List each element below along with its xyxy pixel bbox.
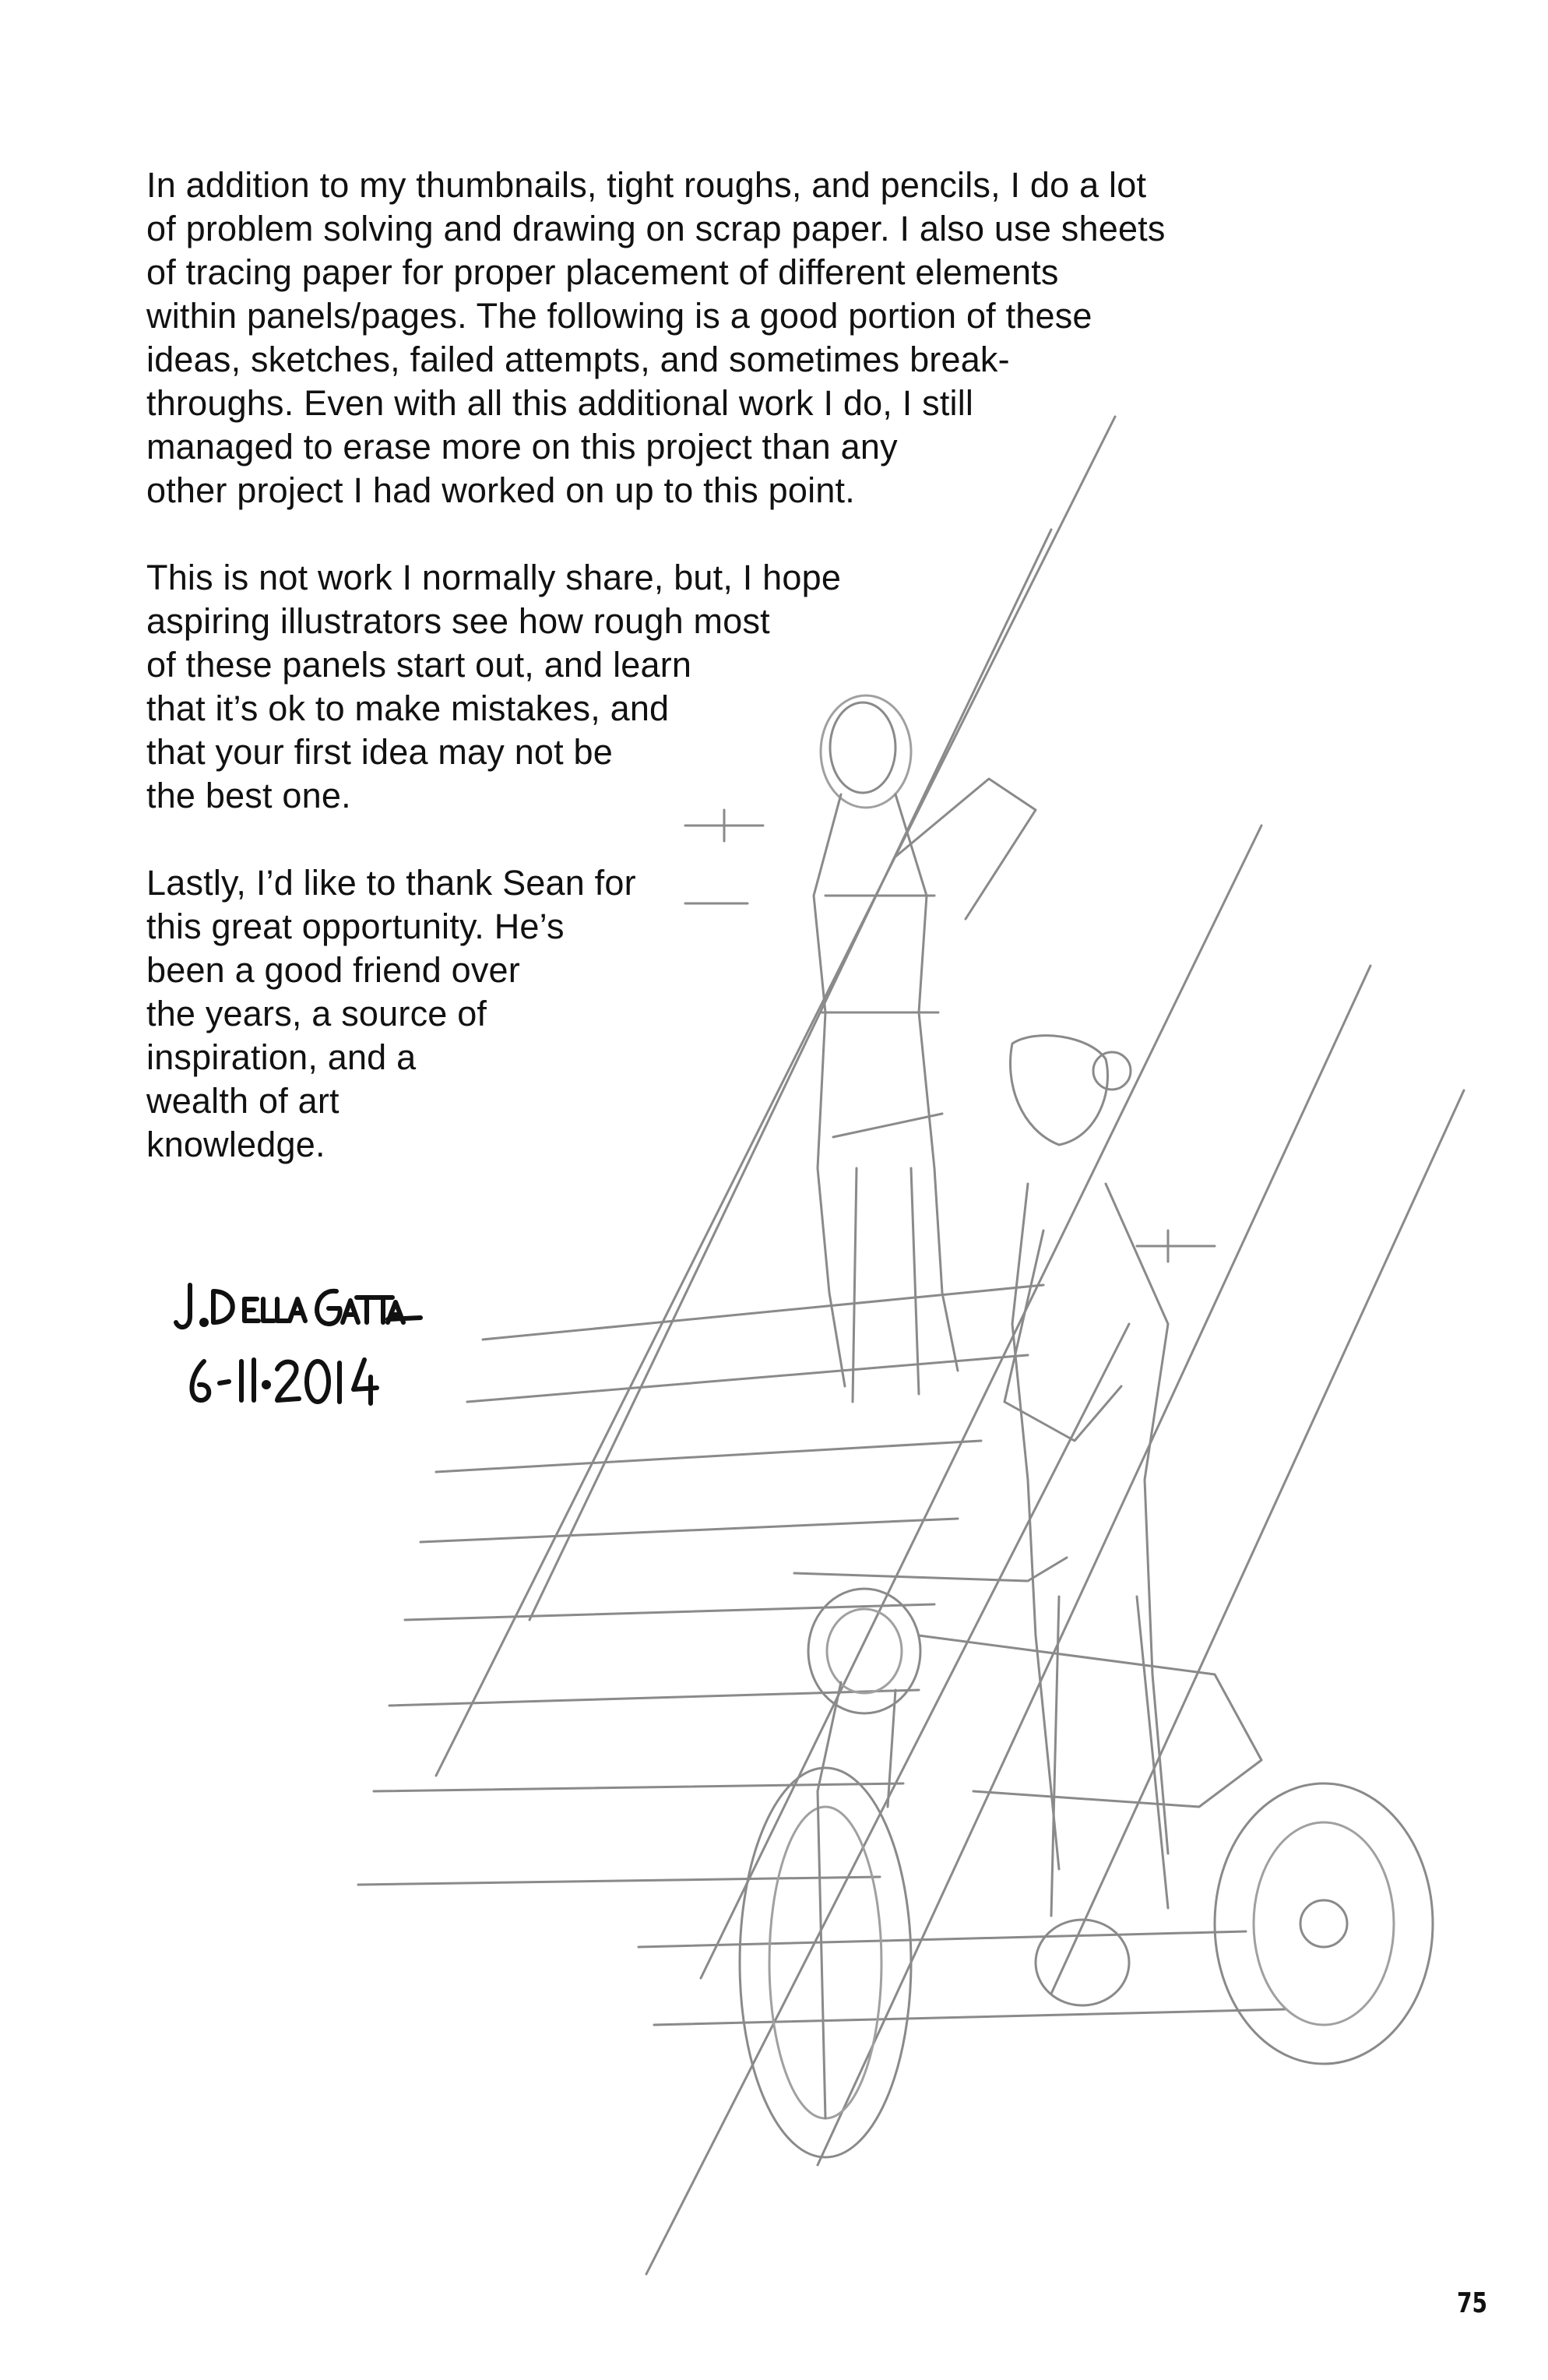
text-line: aspiring illustrators see how rough most (146, 601, 770, 641)
text-line: This is not work I normally share, but, I hope (146, 558, 842, 597)
paragraph-thanks (146, 861, 1330, 1167)
motorcycle-rear-wheel (1215, 1783, 1433, 2064)
text-line: the years, a source of (146, 994, 487, 1033)
motorcycle-hub (1300, 1900, 1347, 1947)
paragraph-intro (146, 164, 1330, 512)
text-line: In addition to my thumbnails, tight roughs, and pencils, I do a lot (146, 165, 1147, 205)
text-line: throughs. Even with all this additional work I do, I still (146, 383, 974, 423)
paragraph-spacer (146, 818, 1330, 861)
page-number: 75 (1456, 2287, 1487, 2319)
stair-step (405, 1604, 934, 1620)
stair-step (358, 1877, 880, 1885)
text-line: knowledge. (146, 1125, 325, 1164)
stair-step (436, 1441, 981, 1472)
text-line: of problem solving and drawing on scrap paper. I also use sheets (146, 209, 1166, 248)
text-line: managed to erase more on this project than any (146, 427, 898, 466)
stair-step (654, 2009, 1285, 2025)
text-line: been a good friend over (146, 950, 520, 990)
motorcycle-headlight (827, 1609, 902, 1693)
stair-step (420, 1519, 958, 1542)
text-line: Lastly, I’d like to thank Sean for (146, 863, 636, 903)
body-text (146, 164, 1330, 1167)
text-line: of these panels start out, and learn (146, 645, 692, 685)
text-line: of tracing paper for proper placement of different elements (146, 252, 1059, 292)
stair-step (483, 1285, 1043, 1340)
motorcycle-frame (919, 1635, 1261, 1807)
text-line: within panels/pages. The following is a good portion of these (146, 296, 1092, 336)
stair-step (467, 1355, 1028, 1402)
text-line: that it’s ok to make mistakes, and (146, 688, 670, 728)
text-line: other project I had worked on up to this point. (146, 470, 855, 510)
text-line: the best one. (146, 776, 351, 815)
stair-rail (1051, 1090, 1464, 1994)
stair-step (639, 1931, 1246, 1947)
motorcycle-engine (1036, 1920, 1129, 2005)
motorcycle-fork (818, 1682, 895, 2118)
text-line: wealth of art (146, 1081, 340, 1121)
paragraph-sharing (146, 556, 1330, 818)
text-line: this great opportunity. He’s (146, 907, 565, 946)
stair-step (374, 1783, 903, 1791)
boy-arm (1004, 1230, 1121, 1441)
motorcycle-rear-wheel (1254, 1822, 1394, 2025)
paragraph-spacer (146, 512, 1330, 556)
text-line: inspiration, and a (146, 1037, 417, 1077)
text-line: ideas, sketches, failed attempts, and sometimes break- (146, 340, 1010, 379)
motorcycle-handlebar (794, 1558, 1067, 1581)
handwritten-signature (173, 1268, 469, 1424)
text-line: that your first idea may not be (146, 732, 614, 772)
